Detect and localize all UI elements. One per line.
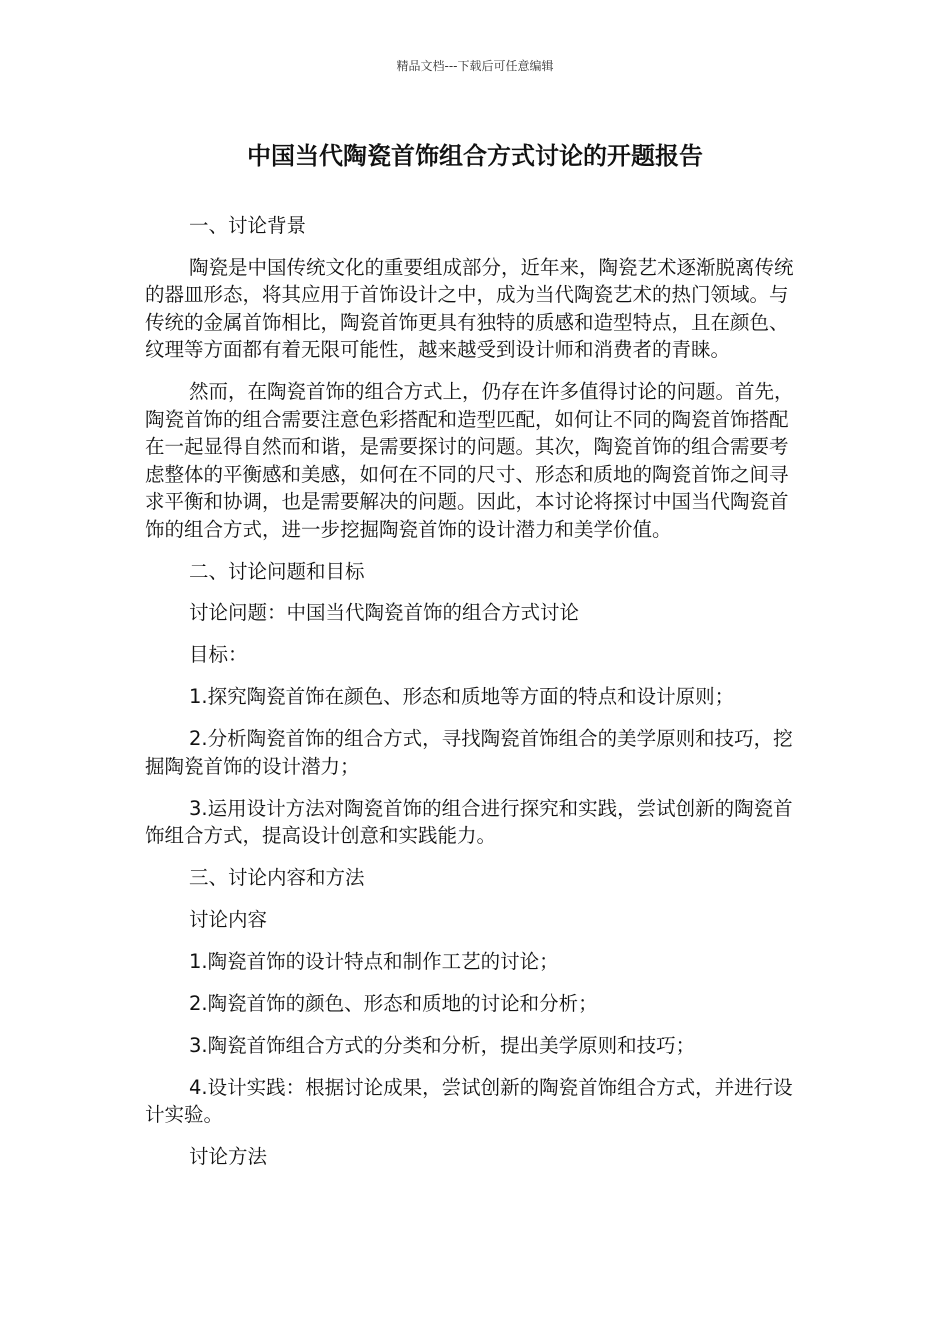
paragraph-background-2: 然而，在陶瓷首饰的组合方式上，仍存在许多值得讨论的问题。首先，陶瓷首饰的组合需要注意色彩搭配和造型匹配，如何让不同的陶瓷首饰搭配在一起显得自然而和谐，是需要探讨的问题。其次，陶瓷首饰的组合需要考虑整体的平衡感和美感，如何在不同的尺寸、形态和质地的陶瓷首饰之间寻求平衡和协调，也是需要解决的问题。因此，本讨论将探讨中国当代陶瓷首饰的组合方式，进一步挖掘陶瓷首饰的设计潜力和美学价值。 <box>145 380 794 541</box>
paragraph-background-1: 陶瓷是中国传统文化的重要组成部分，近年来，陶瓷艺术逐渐脱离传统的器皿形态，将其应用于首饰设计之中，成为当代陶瓷艺术的热门领域。与传统的金属首饰相比，陶瓷首饰更具有独特的质感和造型特点，且在颜色、纹理等方面都有着无限可能性，越来越受到设计师和消费者的青睐。 <box>145 255 794 361</box>
goal-item: 1.探究陶瓷首饰在颜色、形态和质地等方面的特点和设计原则； <box>189 685 735 708</box>
content-label: 讨论内容 <box>189 907 268 931</box>
section-heading-questions-goals: 二、讨论问题和目标 <box>189 559 365 583</box>
document-title: 中国当代陶瓷首饰组合方式讨论的开题报告 <box>247 142 703 170</box>
content-item: 1.陶瓷首饰的设计特点和制作工艺的讨论； <box>189 949 559 973</box>
content-item: 4.设计实践：根据讨论成果，尝试创新的陶瓷首饰组合方式，并进行设计实验。 <box>145 1075 793 1126</box>
document-body <box>145 212 805 1185</box>
goal-label: 目标： <box>189 643 248 666</box>
section-heading-content-methods: 三、讨论内容和方法 <box>189 866 365 889</box>
question-line: 讨论问题：中国当代陶瓷首饰的组合方式讨论 <box>189 601 580 624</box>
method-label: 讨论方法 <box>189 1145 268 1168</box>
section-heading-background: 一、讨论背景 <box>189 214 307 237</box>
content-item: 3.陶瓷首饰组合方式的分类和分析，提出美学原则和技巧； <box>189 1033 696 1057</box>
goal-item: 3.运用设计方法对陶瓷首饰的组合进行探究和实践，尝试创新的陶瓷首饰组合方式，提高设计创意和实践能力。 <box>145 796 793 847</box>
page-header-note: 精品文档---下载后可任意编辑 <box>396 59 554 73</box>
content-item: 2.陶瓷首饰的颜色、形态和质地的讨论和分析； <box>189 991 598 1015</box>
goal-item: 2.分析陶瓷首饰的组合方式，寻找陶瓷首饰组合的美学原则和技巧，挖掘陶瓷首饰的设计潜力； <box>145 727 793 778</box>
